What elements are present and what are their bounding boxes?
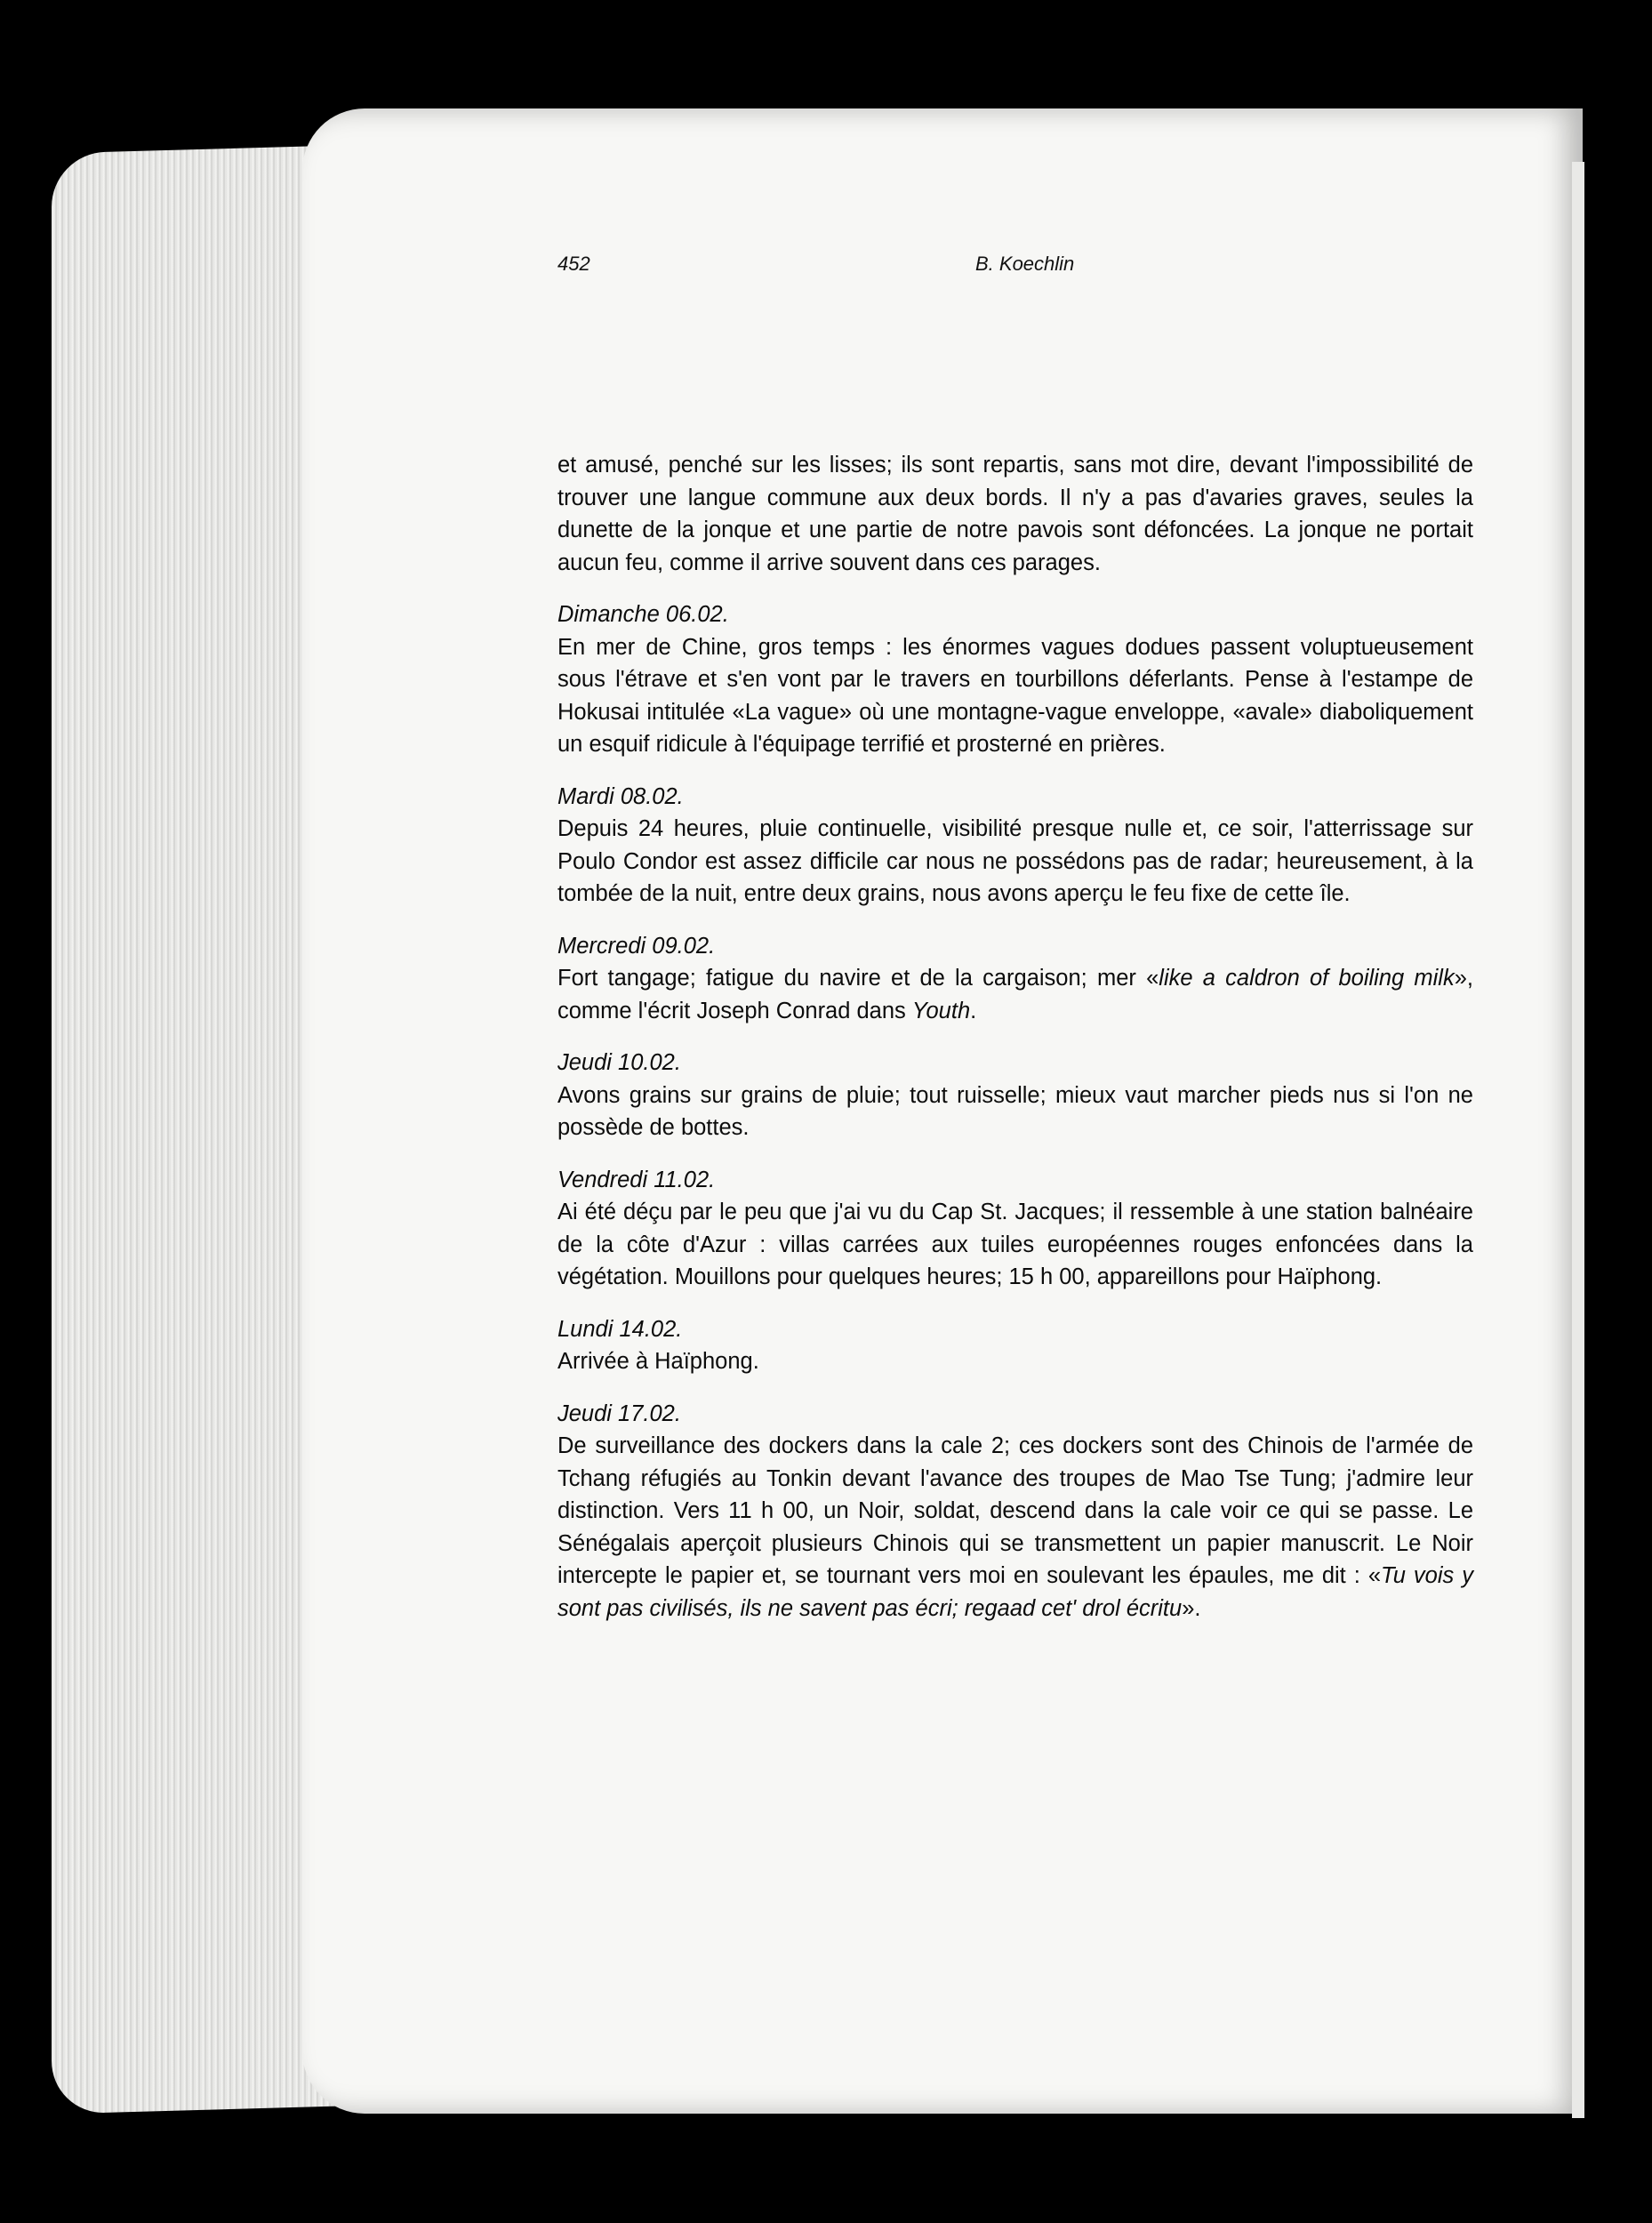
entry-date: Jeudi 17.02. <box>557 1400 681 1426</box>
diary-entry <box>557 930 1473 1028</box>
quote-italic: Tu vois y sont pas civilisés, ils ne savent pas écri; regaad cet' drol écritu <box>557 1563 1473 1621</box>
page-number: 452 <box>557 253 590 275</box>
quote-italic: like a caldron of boiling milk <box>1159 966 1455 991</box>
page-right-edge <box>1572 162 1584 2118</box>
diary-entry <box>557 1164 1473 1294</box>
diary-entry <box>557 1398 1473 1625</box>
entry-date: Jeudi 10.02. <box>557 1050 681 1075</box>
book-page-edges <box>52 145 345 2114</box>
book-title-italic: Youth <box>911 998 971 1023</box>
entry-text-part: ». <box>1182 1595 1201 1621</box>
diary-entry <box>557 781 1473 911</box>
entry-date: Mercredi 09.02. <box>557 933 716 959</box>
entry-text: Avons grains sur grains de pluie; tout ruisselle; mieux vaut marcher pieds nus si l'on ne possède de bottes. <box>557 1082 1473 1140</box>
page-header <box>557 253 1473 288</box>
entry-date: Vendredi 11.02. <box>557 1167 716 1192</box>
opening-paragraph: et amusé, penché sur les lisses; ils sont repartis, sans mot dire, devant l'impossibilité de trouver une langue commune aux deux bords. Il n'y a pas d'avaries graves, seules la dunette de la jonque et une partie de notre pavois sont défoncées. La jonque ne portait aucun feu, comme il arrive souvent dans ces parages. <box>557 453 1473 575</box>
entry-text-part: Fort tangage; fatigue du navire et de la cargaison; mer « <box>557 966 1159 991</box>
running-head: B. Koechlin <box>975 253 1075 275</box>
entry-text: En mer de Chine, gros temps : les énormes vagues dodues passent voluptueusement sous l'étrave et s'en vont par le travers en tourbillons déferlants. Pense à l'estampe de Hokusai intitulée «La vague» où une montagne-vague enveloppe, «avale» diaboliquement un esquif ridicule à l'équipage terrifié et prosterné en prières. <box>557 634 1473 757</box>
entry-text-part: . <box>970 998 977 1023</box>
diary-entry <box>557 1313 1473 1378</box>
entry-date: Mardi 08.02. <box>557 783 684 809</box>
entry-date: Lundi 14.02. <box>557 1316 683 1342</box>
body-text <box>557 449 1473 1625</box>
entry-text: Ai été déçu par le peu que j'ai vu du Cap St. Jacques; il ressemble à une station balnéaire de la côte d'Azur : villas carrées aux tuiles européennes rouges enfoncées dans la végétation. Mouillons pour quelques heures; 15 h 00, appareillons pour Haïphong. <box>557 1200 1473 1289</box>
entry-text: Arrivée à Haïphong. <box>557 1349 759 1374</box>
diary-entry <box>557 1047 1473 1144</box>
entry-text: Depuis 24 heures, pluie continuelle, visibilité presque nulle et, ce soir, l'atterrissage sur Poulo Condor est assez difficile car nous ne possédons pas de radar; heureusement, à la tombée de la nuit, entre deux grains, nous avons aperçu le feu fixe de cette île. <box>557 816 1473 906</box>
entry-text-part: », comme l'écrit Joseph Conrad dans <box>557 966 1473 1023</box>
entry-text-part: De surveillance des dockers dans la cale 2; ces dockers sont des Chinois de l'armée de Tchang réfugiés au Tonkin devant l'avance des troupes de Mao Tse Tung; j'admire leur distinction. Vers 11 h 00, un Noir, soldat, descend dans la cale voir ce qui se passe. Le Sénégalais aperçoit plusieurs Chinois qui se transmettent un papier manuscrit. Le Noir intercepte le papier et, se tournant vers moi en soulevant les épaules, me dit : « <box>557 1433 1473 1588</box>
diary-entry <box>557 598 1473 761</box>
entry-date: Dimanche 06.02. <box>557 602 729 627</box>
entry-text <box>557 1430 1473 1625</box>
entry-text <box>557 962 1473 1027</box>
